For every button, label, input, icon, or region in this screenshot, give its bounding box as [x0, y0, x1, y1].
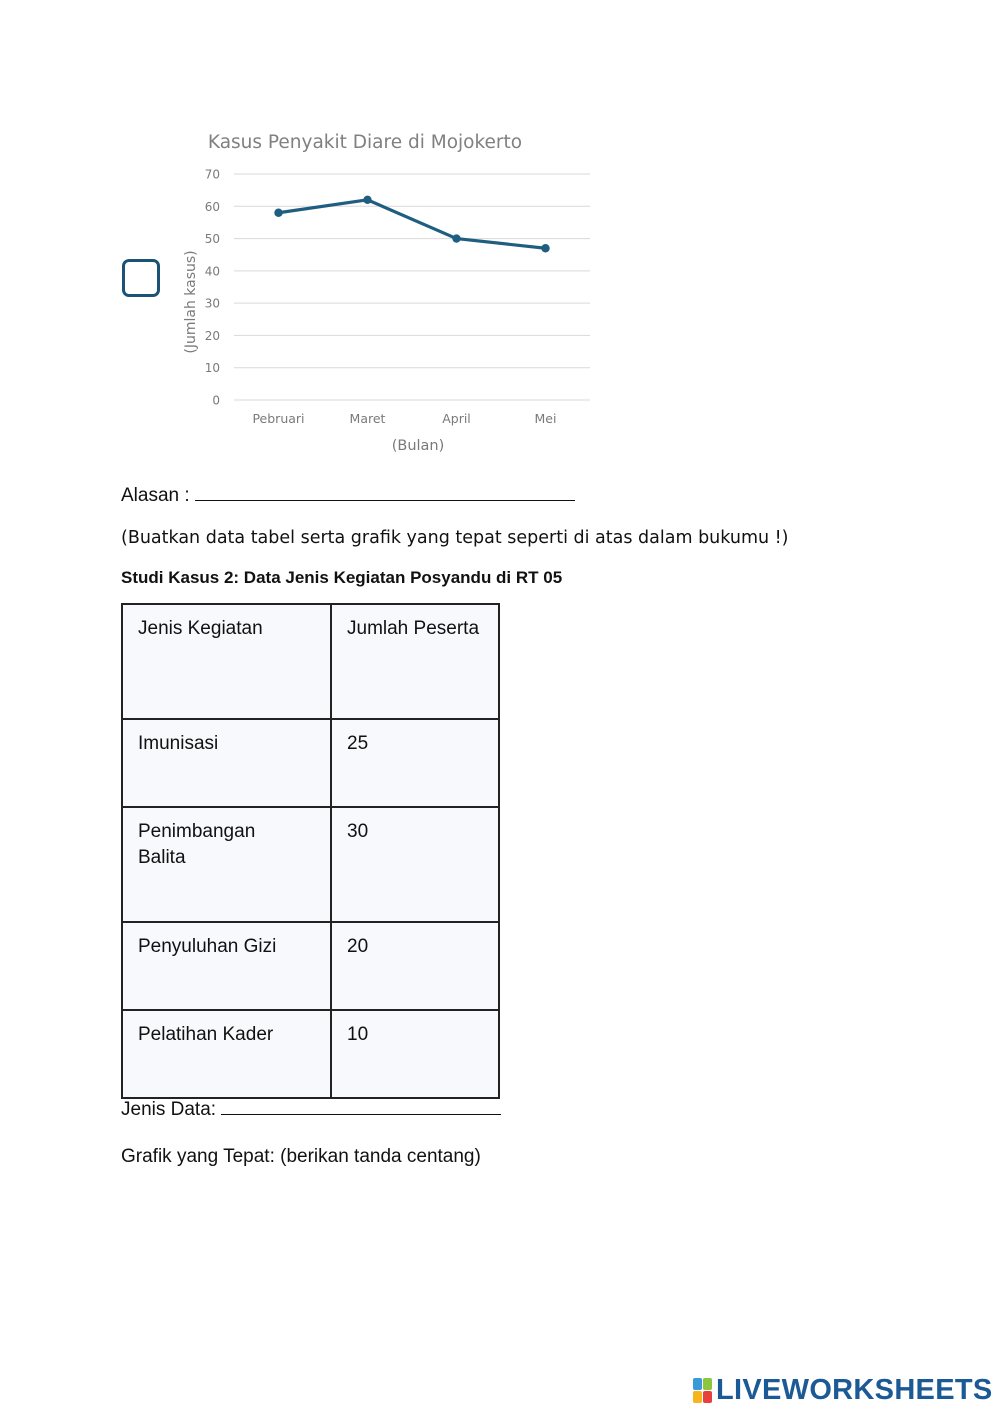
data-point [274, 209, 282, 217]
x-axis-label: (Bulan) [391, 438, 445, 454]
table-cell: 30 [331, 807, 499, 922]
x-tick-label: April [442, 411, 471, 426]
y-tick-label: 0 [212, 393, 220, 408]
series-line [279, 200, 546, 248]
alasan-label: Alasan : [121, 485, 190, 506]
alasan-answer-blank[interactable] [195, 499, 575, 501]
x-tick-label: Pebruari [252, 411, 305, 426]
table-cell: Penyuluhan Gizi [122, 922, 331, 1010]
table-cell: 20 [331, 922, 499, 1010]
y-tick-label: 30 [204, 296, 220, 311]
y-tick-label: 10 [204, 361, 220, 376]
data-point [541, 244, 549, 252]
table-row [122, 922, 499, 1010]
case2-title: Studi Kasus 2: Data Jenis Kegiatan Posyandu di RT 05 [121, 568, 563, 587]
jenis-data-row [121, 1099, 501, 1121]
x-tick-label: Maret [349, 411, 386, 426]
posyandu-table [121, 603, 500, 1099]
y-tick-label: 60 [204, 199, 220, 214]
liveworksheets-logo [693, 1374, 993, 1407]
jenis-data-answer-blank[interactable] [221, 1113, 501, 1115]
grafik-tepat-label: Grafik yang Tepat: (berikan tanda centang) [121, 1146, 481, 1167]
table-row [122, 1010, 499, 1098]
table-header-row [122, 604, 499, 719]
table-row [122, 807, 499, 922]
x-tick-label: Mei [534, 411, 557, 426]
table-cell: 10 [331, 1010, 499, 1098]
line-chart [170, 120, 610, 465]
header-cell: Jumlah Peserta [331, 604, 499, 719]
table-cell: 25 [331, 719, 499, 807]
jenis-data-label: Jenis Data: [121, 1099, 217, 1120]
y-axis-label: (Jumlah kasus) [183, 250, 199, 354]
y-tick-label: 20 [204, 328, 220, 343]
y-tick-label: 50 [204, 232, 220, 247]
table-cell: Penimbangan Balita [122, 807, 331, 922]
brand-name: LIVEWORKSHEETS [716, 1374, 993, 1406]
data-point [452, 234, 460, 242]
table-cell: Imunisasi [122, 719, 331, 807]
chart-title: Kasus Penyakit Diare di Mojokerto [207, 132, 523, 153]
data-point [363, 196, 371, 204]
alasan-row [121, 485, 575, 507]
header-cell: Jenis Kegiatan [122, 604, 331, 719]
instruction-text: (Buatkan data tabel serta grafik yang tepat seperti di atas dalam bukumu !) [121, 528, 789, 548]
y-tick-label: 40 [204, 264, 220, 279]
y-tick-label: 70 [204, 167, 220, 182]
table-row [122, 719, 499, 807]
table-cell: Pelatihan Kader [122, 1010, 331, 1098]
answer-checkbox[interactable] [122, 259, 160, 297]
liveworksheets-logo-icon [693, 1378, 713, 1404]
